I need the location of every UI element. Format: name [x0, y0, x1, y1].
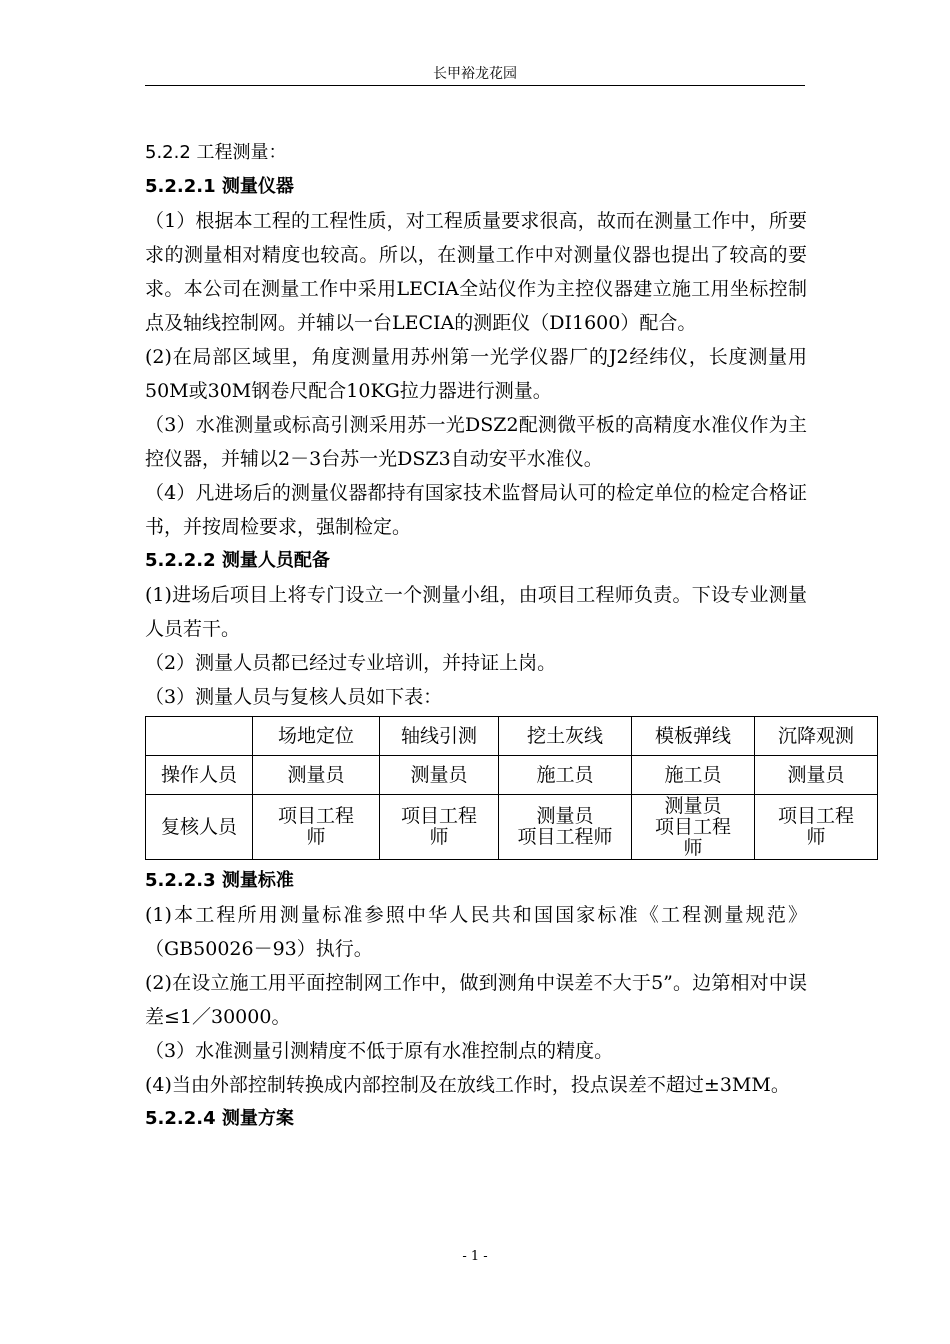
cell-line: 师 — [306, 826, 326, 848]
paragraph: (1)进场后项目上将专门设立一个测量小组，由项目工程师负责。下设专业测量人员若干。 — [145, 584, 807, 640]
heading-5-2-2-3: 5.2.2.3 测量标准 — [145, 870, 294, 891]
paragraph: （3）水准测量引测精度不低于原有水准控制点的精度。 — [145, 1040, 614, 1062]
table-cell — [499, 795, 632, 860]
page-header: 长甲裕龙花园 — [433, 66, 517, 82]
table-cell — [380, 795, 499, 860]
cell-line: 测量员 — [664, 794, 722, 817]
cell-line: 项目工程 — [400, 805, 477, 827]
paragraph: （2）测量人员都已经过专业培训，并持证上岗。 — [145, 652, 557, 674]
table-header-cell: 挖土灰线 — [499, 717, 632, 756]
paragraph: （3）水准测量或标高引测采用苏一光DSZ2配测微平板的高精度水准仪作为主控仪器，并辅以2－3台苏一光DSZ3自动安平水准仪。 — [145, 414, 807, 470]
heading-5-2-2-1: 5.2.2.1 测量仪器 — [145, 176, 294, 197]
cell-line: 项目工程 — [654, 815, 731, 838]
table-cell: 测量员 — [755, 756, 878, 795]
table-row — [146, 795, 878, 860]
table-header-row — [146, 717, 878, 756]
table-cell: 操作人员 — [146, 756, 253, 795]
table-cell: 施工员 — [632, 756, 755, 795]
heading-5-2-2-4: 5.2.2.4 测量方案 — [145, 1108, 294, 1129]
table-header-cell: 模板弹线 — [632, 717, 755, 756]
table-cell: 施工员 — [499, 756, 632, 795]
table-cell: 复核人员 — [146, 795, 253, 860]
paragraph: (2)在设立施工用平面控制网工作中，做到测角中误差不大于5”。边第相对中误差≤1／30000。 — [145, 972, 807, 1028]
page-number: - 1 - — [462, 1249, 488, 1264]
cell-line: 项目工程 — [277, 805, 354, 827]
table-cell — [755, 795, 878, 860]
table-header-cell — [146, 717, 253, 756]
table-cell: 测量员 — [380, 756, 499, 795]
table-header-cell: 场地定位 — [253, 717, 380, 756]
cell-line: 项目工程 — [777, 805, 854, 827]
cell-line: 师 — [429, 826, 449, 848]
table-cell: 测量员 — [253, 756, 380, 795]
table-cell — [632, 795, 755, 860]
paragraph: (1)本工程所用测量标准参照中华人民共和国国家标准《工程测量规范》（GB50026－93）执行。 — [145, 904, 807, 960]
paragraph: （4）凡进场后的测量仪器都持有国家技术监督局认可的检定单位的检定合格证书，并按周检要求，强制检定。 — [145, 482, 807, 538]
cell-line: 测量员 — [536, 805, 594, 827]
heading-5-2-2: 5.2.2 工程测量： — [145, 142, 287, 163]
cell-line: 师 — [683, 836, 703, 859]
paragraph: （3）测量人员与复核人员如下表： — [145, 686, 443, 708]
cell-line: 项目工程师 — [517, 826, 613, 848]
table-cell — [253, 795, 380, 860]
cell-line: 师 — [806, 826, 826, 848]
paragraph: （1）根据本工程的工程性质，对工程质量要求很高，故而在测量工作中，所要求的测量相对精度也较高。所以，在测量工作中对测量仪器也提出了较高的要求。本公司在测量工作中采用LECIA全站仪作为主控仪器建立施工用坐标控制点及轴线控制网。并辅以一台LECIA的测距仪（DI1600）配合。 — [145, 210, 807, 334]
table-row — [146, 756, 878, 795]
header-rule — [145, 85, 805, 86]
heading-5-2-2-2: 5.2.2.2 测量人员配备 — [145, 550, 330, 571]
table-header-cell: 沉降观测 — [755, 717, 878, 756]
personnel-table — [145, 716, 878, 860]
paragraph: (4)当由外部控制转换成内部控制及在放线工作时，投点误差不超过±3MM。 — [145, 1074, 790, 1096]
table-header-cell: 轴线引测 — [380, 717, 499, 756]
paragraph: (2)在局部区域里，角度测量用苏州第一光学仪器厂的J2经纬仪，长度测量用50M或30M钢卷尺配合10KG拉力器进行测量。 — [145, 346, 807, 402]
document-body — [145, 136, 854, 1136]
